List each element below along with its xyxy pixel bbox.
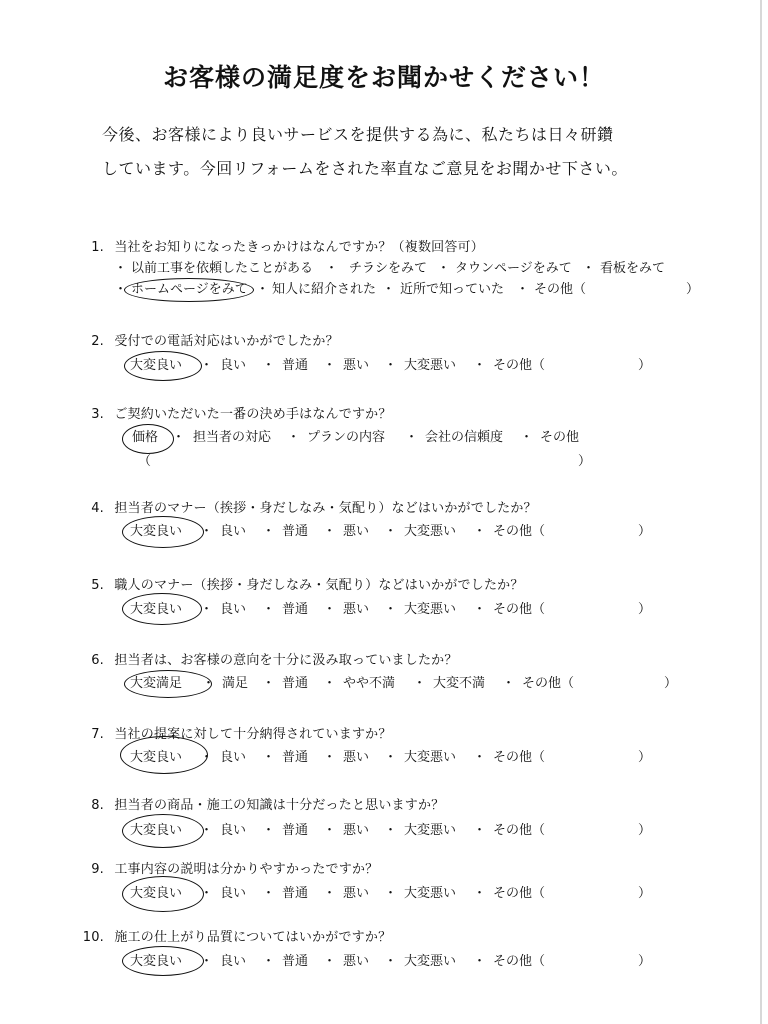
option[interactable]: 担当者の対応: [193, 430, 272, 445]
separator: ・: [200, 602, 214, 617]
separator: ・: [502, 676, 516, 691]
question-1: [84, 236, 484, 255]
q3-other-paren: [0, 452, 768, 472]
separator: ・: [287, 430, 301, 445]
option-other[interactable]: その他（: [493, 358, 546, 373]
question-number: 2.: [91, 334, 104, 349]
separator: ・: [384, 886, 398, 901]
option[interactable]: 悪い: [343, 954, 370, 969]
option[interactable]: 大変悪い: [404, 602, 457, 617]
question-2: [84, 330, 339, 349]
separator: ・: [200, 823, 214, 838]
q6-options: [0, 674, 768, 694]
option-selected[interactable]: 大変良い: [130, 358, 183, 373]
paren-close: ）: [638, 750, 652, 765]
separator: ・: [473, 823, 487, 838]
option-other[interactable]: その他（: [493, 750, 546, 765]
separator: ・: [384, 602, 398, 617]
separator: ・: [437, 261, 451, 276]
option[interactable]: 満足: [222, 676, 249, 691]
separator: ・: [262, 750, 276, 765]
separator: ・: [323, 676, 337, 691]
option[interactable]: 良い: [220, 954, 247, 969]
option[interactable]: タウンページをみて: [455, 261, 572, 276]
option-other[interactable]: その他（: [493, 602, 546, 617]
separator: ・: [200, 886, 214, 901]
page-title: お客様の満足度をお聞かせください！: [162, 63, 605, 92]
separator: ・: [473, 750, 487, 765]
separator: ・: [323, 358, 337, 373]
option[interactable]: チラシをみて: [349, 261, 428, 276]
option-other[interactable]: その他（: [493, 823, 546, 838]
option[interactable]: 良い: [220, 886, 247, 901]
question-number: 8.: [91, 798, 104, 813]
separator: ・: [202, 676, 216, 691]
question-number: 1.: [91, 240, 104, 255]
q1-options-row-2: [0, 280, 768, 300]
option[interactable]: 良い: [220, 524, 247, 539]
separator: ・: [256, 282, 270, 297]
option[interactable]: 普通: [282, 954, 309, 969]
paren-close: ）: [638, 602, 652, 617]
separator: ・: [262, 823, 276, 838]
separator: ・: [413, 676, 427, 691]
question-number: 3.: [91, 407, 104, 422]
question-text: 担当者は、お客様の意向を十分に汲み取っていましたか？: [114, 653, 458, 668]
separator: ・: [323, 886, 337, 901]
option[interactable]: 知人に紹介された: [272, 282, 377, 297]
option[interactable]: 大変不満: [433, 676, 486, 691]
option[interactable]: 大変悪い: [404, 886, 457, 901]
question-number: 5.: [91, 578, 104, 593]
separator: ・: [384, 750, 398, 765]
option[interactable]: 悪い: [343, 823, 370, 838]
q8-options: [0, 821, 768, 841]
separator: ・: [262, 676, 276, 691]
question-6: [84, 649, 458, 668]
option-other[interactable]: その他（: [493, 954, 546, 969]
question-number: 7.: [91, 727, 104, 742]
separator: ・: [473, 524, 487, 539]
option[interactable]: 以前工事を依頼したことがある: [131, 261, 314, 276]
separator: ・: [384, 823, 398, 838]
option[interactable]: 大変悪い: [404, 524, 457, 539]
option[interactable]: 普通: [282, 524, 309, 539]
option[interactable]: 良い: [220, 602, 247, 617]
q7-options: [0, 748, 768, 768]
separator: ・: [172, 430, 186, 445]
question-text: 受付での電話対応はいかがでしたか？: [114, 334, 339, 349]
separator: ・: [323, 750, 337, 765]
question-text: ご契約いただいた一番の決め手はなんですか？: [114, 407, 392, 422]
separator: ・: [114, 261, 128, 276]
separator: ・: [473, 602, 487, 617]
option[interactable]: 悪い: [343, 750, 370, 765]
paren-close: ）: [664, 676, 678, 691]
separator: ・: [323, 954, 337, 969]
paren-close: ）: [578, 454, 592, 469]
option[interactable]: 良い: [220, 358, 247, 373]
question-text: 工事内容の説明は分かりやすかったですか？: [114, 862, 379, 877]
option[interactable]: やや不満: [343, 676, 396, 691]
separator: ・: [582, 261, 596, 276]
separator: ・: [323, 524, 337, 539]
question-5: [84, 574, 524, 593]
option[interactable]: 普通: [282, 750, 309, 765]
separator: ・: [323, 823, 337, 838]
option-selected[interactable]: 大変良い: [130, 823, 183, 838]
option-other[interactable]: その他: [540, 430, 580, 445]
paren-close: ）: [686, 282, 700, 297]
question-9: [84, 858, 378, 877]
option[interactable]: 会社の信頼度: [425, 430, 504, 445]
separator: ・: [262, 886, 276, 901]
question-text: 担当者のマナー（挨拶・身だしなみ・気配り）などはいかがでしたか？: [114, 501, 537, 516]
option[interactable]: 悪い: [343, 602, 370, 617]
option-other[interactable]: その他（: [534, 282, 587, 297]
option[interactable]: 普通: [282, 823, 309, 838]
paren-close: ）: [638, 524, 652, 539]
question-10: [66, 926, 391, 945]
q3-options: [0, 428, 768, 448]
option[interactable]: 普通: [282, 886, 309, 901]
paren-open: （: [138, 454, 152, 469]
q5-options: [0, 600, 768, 620]
option-other[interactable]: その他（: [493, 524, 546, 539]
option-selected[interactable]: 大変良い: [130, 524, 183, 539]
question-text: 施工の仕上がり品質についてはいかがですか？: [114, 930, 392, 945]
option[interactable]: 良い: [220, 823, 247, 838]
separator: ・: [405, 430, 419, 445]
separator: ・: [384, 954, 398, 969]
separator: ・: [262, 602, 276, 617]
option[interactable]: 普通: [282, 358, 309, 373]
separator: ・: [382, 282, 396, 297]
option-other[interactable]: その他（: [522, 676, 575, 691]
option[interactable]: 普通: [282, 676, 309, 691]
q10-options: [0, 952, 768, 972]
separator: ・: [262, 358, 276, 373]
q1-options-row-1: [0, 259, 768, 279]
question-8: [84, 794, 444, 813]
separator: ・: [520, 430, 534, 445]
question-text: 当社をお知りになったきっかけはなんですか？（複数回答可）: [114, 240, 484, 255]
option-selected[interactable]: 大変良い: [130, 602, 183, 617]
option[interactable]: 大変悪い: [404, 954, 457, 969]
question-number: 10.: [82, 930, 104, 945]
separator: ・: [200, 524, 214, 539]
option-selected[interactable]: 大変満足: [130, 676, 183, 691]
separator: ・: [384, 524, 398, 539]
option-selected[interactable]: ホームページをみて: [131, 282, 248, 297]
option[interactable]: 看板をみて: [600, 261, 666, 276]
separator: ・: [325, 261, 339, 276]
separator: ・: [384, 358, 398, 373]
separator: ・: [473, 954, 487, 969]
option[interactable]: 普通: [282, 602, 309, 617]
q2-options: [0, 356, 768, 376]
option[interactable]: 悪い: [343, 886, 370, 901]
question-7: [84, 723, 392, 742]
separator: ・: [200, 954, 214, 969]
paren-close: ）: [638, 358, 652, 373]
intro-line-2: しています。今回リフォームをされた率直なご意見をお聞かせ下さい。: [102, 159, 628, 178]
question-text: 担当者の商品・施工の知識は十分だったと思いますか？: [114, 798, 445, 813]
question-number: 6.: [91, 653, 104, 668]
separator: ・: [473, 358, 487, 373]
option-selected[interactable]: 大変良い: [130, 886, 183, 901]
q4-options: [0, 522, 768, 542]
separator: ・: [114, 282, 128, 297]
separator: ・: [262, 524, 276, 539]
intro-line-1: 今後、お客様により良いサービスを提供する為に、私たちは日々研鑽: [102, 125, 614, 144]
question-text: 職人のマナー（挨拶・身だしなみ・気配り）などはいかがでしたか？: [114, 578, 524, 593]
option[interactable]: 近所で知っていた: [400, 282, 505, 297]
separator: ・: [200, 358, 214, 373]
option-selected[interactable]: 価格: [132, 430, 159, 445]
option[interactable]: 悪い: [343, 358, 370, 373]
paren-close: ）: [638, 823, 652, 838]
option-selected[interactable]: 大変良い: [130, 954, 183, 969]
paren-close: ）: [638, 886, 652, 901]
option[interactable]: 大変悪い: [404, 358, 457, 373]
option[interactable]: 悪い: [343, 524, 370, 539]
paren-close: ）: [638, 954, 652, 969]
option-selected[interactable]: 大変良い: [130, 750, 183, 765]
separator: ・: [516, 282, 530, 297]
separator: ・: [262, 954, 276, 969]
scan-edge-line: [760, 0, 762, 1024]
question-4: [84, 497, 537, 516]
option-other[interactable]: その他（: [493, 886, 546, 901]
separator: ・: [323, 602, 337, 617]
question-number: 9.: [91, 862, 104, 877]
option[interactable]: 良い: [220, 750, 247, 765]
option[interactable]: 大変悪い: [404, 750, 457, 765]
question-3: [84, 403, 392, 422]
question-number: 4.: [91, 501, 104, 516]
question-text: 当社の提案に対して十分納得されていますか？: [114, 727, 392, 742]
option[interactable]: プランの内容: [307, 430, 386, 445]
q9-options: [0, 884, 768, 904]
separator: ・: [200, 750, 214, 765]
separator: ・: [473, 886, 487, 901]
option[interactable]: 大変悪い: [404, 823, 457, 838]
